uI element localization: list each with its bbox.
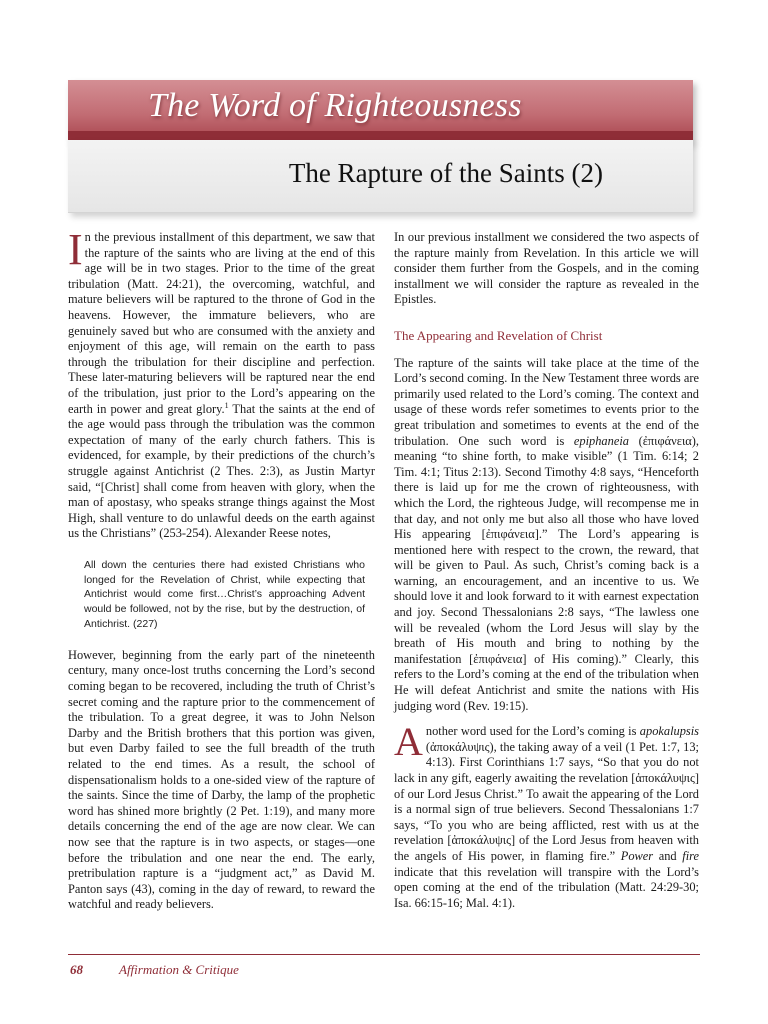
paragraph-text: (ἐπιφάνεια), meaning “to shine forth, to make visible” (1 Tim. 6:14; 2 Tim. 4:1; Titus 2:13). Second Timothy 4:8 says, “Henceforth there is laid up for me the crown of righteousness, with which the Lord, the righteous Judge, will recompense me in that day, and not only me but also all those who have loved His appearing [ἐπιφάνεια].” The Lord’s appearing is mentioned here with respect to the crown, the reward, that will be given to Paul. As such, Christ’s coming back is a warning, an encouragement, and an incentive to us. We should love it and look forward to it with earnest expectation and joy. Second Thessalonians 2:8 says, “The lawless one will be revealed (whom the Lord Jesus will slay by the breath of His mouth and bring to nothing by the manifestation [ἐπιφάνεια] of His coming).” Clearly, this refers to the Lord’s coming at the end of the tribulation when He will defeat Antichrist and smite the nations with His judging word (Rev. 19:15). [394, 433, 700, 713]
right-column [394, 230, 699, 911]
paragraph-text: nother word used for the Lord’s coming is [425, 724, 640, 739]
article-title-box [68, 140, 693, 213]
paragraph-text: and [653, 848, 683, 863]
greek-term: epiphaneia [573, 433, 629, 448]
banner-rule [68, 131, 693, 140]
emphasis: fire [682, 848, 699, 863]
emphasis: Power [620, 848, 654, 863]
journal-name: Affirmation & Critique [119, 962, 239, 977]
paragraph-text: (ἀποκάλυψις), the taking away of a veil (1 Pet. 1:7, 13; 4:13). First Corinthians 1:7 says, “So that you do not lack in any gift, eagerly awaiting the revelation [ἀποκάλυψις] of our Lord Jesus Christ.” To await the appearing of the Lord is a normal sign of true believers. Second Thessalonians 1:7 says, “To you who are being afflicted, rest with us at the revelation [ἀποκάλυψις] of the Lord Jesus from heaven with the angels of His power, in flaming fire.” [394, 739, 699, 863]
greek-term: apokalupsis [639, 724, 699, 739]
paragraph: In our previous installment we considered the two aspects of the rapture mainly from Revelation. In this article we will consider them further from the Gospels, and in the coming installment we will consider the rapture as revealed in the Epistles. [394, 230, 699, 307]
block-quote: All down the centuries there had existed Christians who longed for the Revelation of Christ, while expecting that Antichrist would come first…Christ’s approaching Advent would be followed, not by the rise, but by the destruction, of Antichrist. (227) [84, 558, 365, 631]
page-number: 68 [70, 962, 83, 977]
paragraph-text: The rapture of the saints will take place at the time of the Lord’s second coming. In the New Testament three words are primarily used related to the Lord’s coming. The context and usage of these words refer sometimes to events prior to the great tribulation and sometimes to events at the end of the tribulation. One such word is [394, 355, 699, 448]
paragraph [394, 356, 699, 715]
footnote-marker: 1 [224, 400, 229, 410]
left-column [68, 225, 375, 913]
paragraph: However, beginning from the early part of the nineteenth century, many once-lost truths concerning the Lord’s second coming began to be recovered, including the truth of Christ’s secret coming and the rapture prior to the commencement of the tribulation. To a great degree, it was to John Nelson Darby and the British brothers that this portion was given, but even Darby failed to see the full breadth of the truth related to the end times. As a result, the school of dispensationalism holds to a one-sided view of the rapture of the saints. Since the time of Darby, the lamp of the prophetic word has shined more brightly (2 Pet. 1:19), and many more details concerning the end of the age are now clear. We can now see that the rapture is in two aspects, or stages—one before the tribulation and one near the end. The early, pretribulation rapture is a “judgment act,” as David M. Panton says (43), coming in the day of reward, to reward the watchful and ready believers. [68, 647, 375, 912]
paragraph [394, 719, 699, 911]
drop-cap: A [394, 719, 423, 765]
department-title: The Word of Righteousness [148, 87, 522, 124]
section-heading: The Appearing and Revelation of Christ [394, 327, 603, 343]
paragraph [68, 225, 375, 542]
paragraph-text: That the saints at the end of the age would pass through the tribulation was the common expectation of many of the early church fathers. This is evidenced, for example, by their predictions of the church’s struggle against Antichrist (2 Thes. 2:3), as Justin Martyr said, “[Christ] shall come from heaven with glory, when the man of apostasy, who speaks strange things against the Most High, shall venture to do unlawful deeds on the earth against us the Christians” (253-254). Alexander Reese notes, [68, 401, 375, 541]
paragraph-text: indicate that this revelation will transpire with the Lord’s open coming at the end of the tribulation (Matt. 24:29-30; Isa. 66:15-16; Mal. 4:1). [394, 864, 699, 910]
drop-cap: I [68, 225, 83, 274]
footer-rule [68, 954, 700, 955]
article-title: The Rapture of the Saints (2) [288, 158, 603, 188]
paragraph-text: n the previous installment of this department, we saw that the rapture of the saints who are living at the end of this age will be in two stages. Prior to the time of the great tribulation (Matt. 24:21), the overcoming, watchful, and mature believers will be raptured to the throne of God in the heavens. However, the immature believers, who are genuinely saved but who are consumed with the anxiety and enjoyment of this age, will remain on the earth to pass through the tribulation for their discipline and perfection. These later-maturing believers will be raptured near the end of the tribulation, just prior to the Lord’s appearing on the earth in power and great glory. [68, 230, 375, 416]
